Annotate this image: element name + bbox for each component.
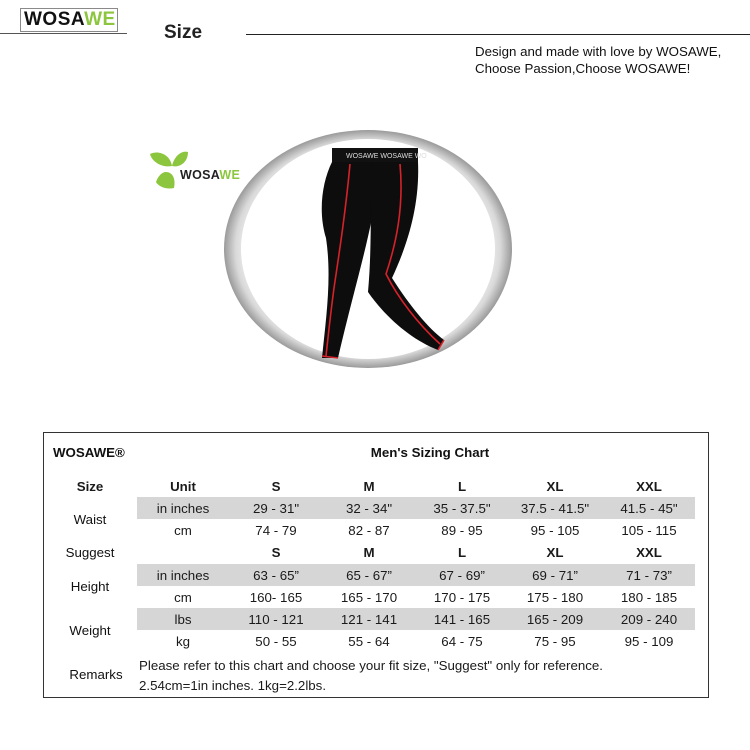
row-label-remarks: Remarks <box>69 667 123 682</box>
suggest-l: L <box>457 545 467 560</box>
sizing-chart <box>43 432 709 698</box>
size-header: Size <box>76 479 104 494</box>
height-unit-inches: in inches <box>156 568 210 583</box>
row-label-waist: Waist <box>73 512 107 527</box>
header-rule-left <box>0 33 127 34</box>
height-inches-s: 63 - 65” <box>253 568 299 583</box>
tagline-line-2: Choose Passion,Choose WOSAWE! <box>475 61 691 76</box>
chart-title: Men's Sizing Chart <box>370 445 490 460</box>
weight-lbs-band <box>137 608 695 630</box>
weight-lbs-s: 110 - 121 <box>248 612 304 627</box>
height-inches-xxl: 71 - 73” <box>626 568 672 583</box>
weight-kg-xxl: 95 - 109 <box>624 634 674 649</box>
suggest-m: M <box>363 545 375 560</box>
waist-unit-inches: in inches <box>156 501 210 516</box>
col-header-l: L <box>457 479 467 494</box>
suggest-s: S <box>271 545 281 560</box>
weight-unit-kg: kg <box>175 634 191 649</box>
row-label-suggest: Suggest <box>65 545 115 560</box>
remarks-text <box>139 656 603 696</box>
col-header-xxl: XXL <box>636 479 662 494</box>
tagline <box>475 43 721 77</box>
height-cm-s: 160- 165 <box>249 590 303 605</box>
header-rule-right <box>246 34 750 35</box>
row-label-height: Height <box>70 579 110 594</box>
weight-lbs-xxl: 209 - 240 <box>620 612 678 627</box>
waist-unit-cm: cm <box>174 523 192 538</box>
waist-inches-band <box>137 497 695 519</box>
row-label-weight: Weight <box>69 623 111 638</box>
brand-logo: WOSAWE <box>20 8 118 32</box>
leaf-logo-wordmark: WOSAWE <box>180 168 241 182</box>
height-inches-m: 65 - 67” <box>346 568 392 583</box>
page-title: Size <box>164 22 203 43</box>
weight-unit-lbs: lbs <box>174 612 192 627</box>
waist-cm-xl: 95 - 105 <box>530 523 580 538</box>
remarks-line-2: 2.54cm=1in inches. 1kg=2.2lbs. <box>139 678 327 693</box>
tagline-line-1: Design and made with love by WOSAWE, <box>475 44 722 59</box>
weight-kg-l: 64 - 75 <box>441 634 483 649</box>
unit-header: Unit <box>170 479 196 494</box>
col-header-xl: XL <box>546 479 564 494</box>
col-header-s: S <box>271 479 281 494</box>
weight-kg-xl: 75 - 95 <box>534 634 576 649</box>
height-cm-xl: 175 - 180 <box>526 590 584 605</box>
waist-cm-l: 89 - 95 <box>441 523 483 538</box>
chart-brand-label: WOSAWE® <box>53 445 125 460</box>
col-header-m: M <box>363 479 375 494</box>
waist-inches-l: 35 - 37.5" <box>433 501 491 516</box>
waist-inches-xxl: 41.5 - 45" <box>620 501 678 516</box>
suggest-xl: XL <box>546 545 564 560</box>
remarks-line-1: Please refer to this chart and choose your fit size, "Suggest" only for reference. <box>139 658 603 673</box>
waist-inches-s: 29 - 31" <box>252 501 300 516</box>
height-inches-band <box>137 564 695 586</box>
waist-inches-m: 32 - 34" <box>345 501 393 516</box>
waist-cm-xxl: 105 - 115 <box>621 523 677 538</box>
waist-cm-m: 82 - 87 <box>348 523 390 538</box>
compression-tights-photo <box>222 128 514 370</box>
height-unit-cm: cm <box>174 590 192 605</box>
weight-lbs-xl: 165 - 209 <box>526 612 584 627</box>
height-cm-l: 170 - 175 <box>433 590 491 605</box>
svg-text:WOSAWE WOSAWE WO: WOSAWE WOSAWE WO <box>346 153 427 160</box>
height-inches-l: 67 - 69” <box>439 568 485 583</box>
waist-inches-xl: 37.5 - 41.5" <box>520 501 590 516</box>
height-cm-m: 165 - 170 <box>340 590 398 605</box>
waist-cm-s: 74 - 79 <box>255 523 297 538</box>
height-inches-xl: 69 - 71” <box>532 568 578 583</box>
suggest-xxl: XXL <box>636 545 662 560</box>
weight-lbs-l: 141 - 165 <box>433 612 491 627</box>
height-cm-xxl: 180 - 185 <box>620 590 678 605</box>
weight-kg-s: 50 - 55 <box>255 634 297 649</box>
weight-kg-m: 55 - 64 <box>348 634 390 649</box>
weight-lbs-m: 121 - 141 <box>340 612 398 627</box>
